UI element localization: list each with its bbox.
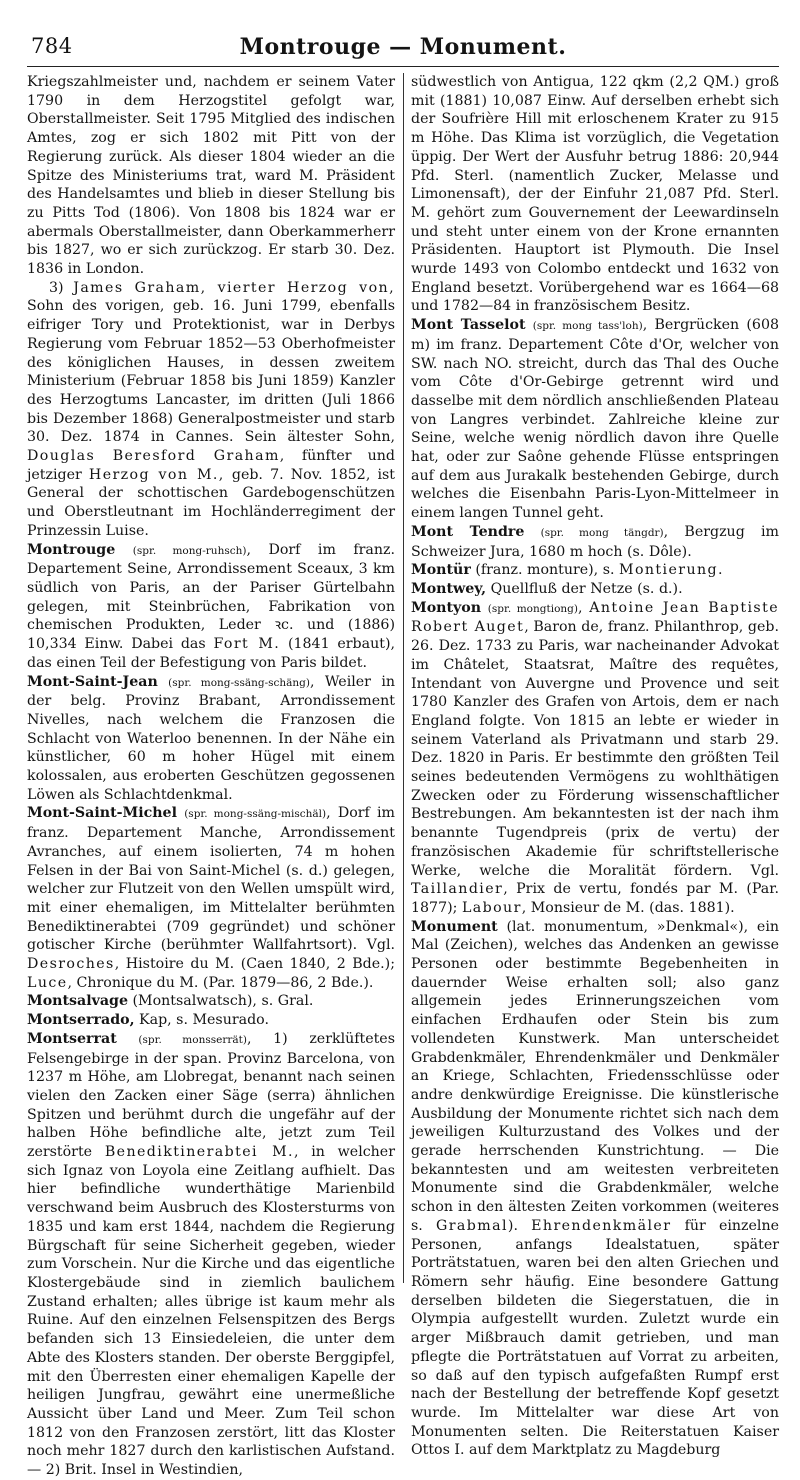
text-columns <box>27 73 779 1479</box>
entry-montyon: Montyon (spr. mongtiong), Antoine Jean Baptiste Robert Auget, Baron de, franz. Philanthrop, geb. 26. Dez. 1733 zu Paris, war nacheinander Advokat im Châtelet, Staatsrat, Maître des requêtes, Intendant von Auvergne und Provence und seit 1780 Kanzler des Grafen von Artois, dem er nach England folgte. Von 1815 an lebte er wieder in seinem Vaterland als Privatmann und starb 29. Dez. 1820 in Paris. Er bestimmte den größten Teil seines bedeutenden Vermögens zu wohlthätigen Zwecken oder zu Förderung wissenschaftlicher Bestrebungen. Am bekanntesten ist der nach ihm benannte Tugendpreis (prix de vertu) der französischen Akademie für schriftstellerische Werke, welche die Moralität fördern. Vgl. Taillandier, Prix de vertu, fondés par M. (Par. 1877); Labour, Monsieur de M. (das. 1881). <box>411 599 779 916</box>
page-number: 784 <box>31 34 73 58</box>
entry-montrouge: Montrouge (spr. mong-ruhsch), Dorf im franz. Departement Seine, Arrondissement Sceaux, 3 km südlich von Paris, an der Pariser Gürtelbahn gelegen, mit Steinbrüchen, Fabrikation von chemischen Produkten, Leder ꝛc. und (1886) 10,334 Einw. Dabei das Fort M. (1841 erbaut), das einen Teil der Befestigung von Paris bildet. <box>27 541 396 671</box>
entry-montserrat: Montserrat (spr. monsserrät), 1) zerklüftetes Felsengebirge in der span. Provinz Barcelona, von 1237 m Höhe, am Llobregat, benannt nach seinen vielen den Zacken einer Säge (serra) ähnlichen Spitzen und berühmt durch die ungefähr auf der halben Höhe befindliche alte, jetzt zum Teil zerstörte Benediktinerabtei M., in welcher sich Ignaz von Loyola eine Zeitlang aufhielt. Das hier befindliche wunderthätige Marienbild verschwand beim Ausbruch des Klostersturms von 1835 und kam erst 1844, nachdem die Regierung Bürgschaft für seine Sicherheit gegeben, wieder zum Vorschein. Nur die Kirche und das eigentliche Klostergebäude sind in ziemlich baulichem Zustand erhalten; alles übrige ist kaum mehr als Ruine. Auf den einzelnen Felsenspitzen des Bergs befanden sich 13 Einsiedeleien, die unter dem Abte des Klosters standen. Der oberste Berggipfel, mit den Überresten einer ehemaligen Kapelle der heiligen Jungfrau, gewährt eine unermeßliche Aussicht über Land und Meer. Zum Teil schon 1812 von den Franzosen zerstört, litt das Kloster noch mehr 1827 durch den karlistischen Aufstand. — 2) Brit. Insel in Westindien, <box>27 1030 395 1479</box>
headword: Mont Tasselot <box>411 317 526 334</box>
running-head: Montrouge — Monument. <box>239 34 567 60</box>
entry-mont-saint-jean: Mont-Saint-Jean (spr. mong-ssäng-schäng), Weiler in der belg. Provinz Brabant, Arrondissement Nivelles, nach welchem die Franzosen die Schlacht von Waterloo benennen. In der Nähe ein künstlicher, 60 m hoher Hügel mit einem kolossalen, aus eroberten Geschützen gegossenen Löwen als Schlachtdenkmal. <box>27 673 395 803</box>
headword: Montwey, <box>411 580 487 597</box>
headword: Mont Tendre <box>411 523 525 540</box>
page-header <box>27 30 779 67</box>
entry-james-graham: 3) James Graham, vierter Herzog von, Sohn des vorigen, geb. 16. Juni 1799, ebenfalls eifriger Tory und Protektionist, war in Derbys Regierung vom Februar 1852—53 Oberhofmeister des königlichen Hauses, in dessen zweitem Ministerium (Februar 1858 bis Juni 1859) Kanzler des Herzogtums Lancaster, im dritten (Juli 1866 bis Dezember 1868) Generalpostmeister und starb 30. Dez. 1874 in Cannes. Sein ältester Sohn, Douglas Beresford Graham, fünfter und jetziger Herzog von M., geb. 7. Nov. 1852, ist General der schottischen Gardebogenschützen und Oberstleutnant im Hochländerregiment der Prinzessin Luise. <box>27 279 395 539</box>
entry-montuer: Montür (franz. monture), s. Montierung. <box>411 562 723 579</box>
entry-mont-tasselot: Mont Tasselot (spr. mong tass'loh), Bergrücken (608 m) im franz. Departement Côte d'Or, welcher von SW. nach NO. streicht, durch das Thal des Ouche vom Côte d'Or-Gebirge getrennt wird und dasselbe mit dem nördlich anschließenden Plateau von Langres verbindet. Zahlreiche kleine zur Seine, welche wenig nördlich davon ihre Quelle hat, oder zur Saône gehende Flüsse entspringen auf dem aus Jurakalk bestehenden Gebirge, durch welches die Eisenbahn Paris-Lyon-Mittelmeer in einem langen Tunnel geht. <box>411 317 779 522</box>
headword: Monument <box>411 918 498 935</box>
headword: Montserrado, <box>27 1012 135 1029</box>
left-column <box>27 73 396 1479</box>
entry-mont-saint-michel: Mont-Saint-Michel (spr. mong-ssäng-mischäl), Dorf im franz. Departement Manche, Arrondissement Avranches, auf einem isolierten, 74 m hohen Felsen in der Bai von Saint-Michel (s. d.) gelegen, welcher zur Flutzeit von den Wellen umspült wird, mit einer ehemaligen, im Mittelalter berühmten Benediktinerabtei (709 gegründet) und schöner gotischer Kirche (berühmter Wallfahrtsort). Vgl. Desroches, Histoire du M. (Caen 1840, 2 Bde.); Luce, Chronique du M. (Par. 1879—86, 2 Bde.). <box>27 805 395 991</box>
entry-montserrado: Montserrado, Kap, s. Mesurado. <box>27 1012 269 1029</box>
entry-mont-tendre: Mont Tendre (spr. mong tängdr), Bergzug im Schweizer Jura, 1680 m hoch (s. Dôle). <box>411 523 779 560</box>
right-column <box>411 73 779 1459</box>
headword: Montyon <box>411 599 482 616</box>
column-divider <box>403 73 404 1283</box>
headword: Montserrat <box>27 1030 117 1047</box>
entry-montsalvage: Montsalvage (Montsalwatsch), s. Gral. <box>27 993 314 1010</box>
headword: Mont-Saint-Jean <box>27 673 158 690</box>
headword: Montür <box>411 562 471 579</box>
entry-montwey: Montwey, Quellfluß der Netze (s. d.). <box>411 580 683 597</box>
entry-continuation: Kriegszahlmeister und, nachdem er seinem Vater 1790 in dem Herzogstitel gefolgt war, Oberstallmeister. Seit 1795 Mitglied des indischen Amtes, zog er sich 1802 mit Pitt von der Regierung zurück. Als dieser 1804 wieder an die Spitze des Ministeriums trat, ward M. Präsident des Handelsamtes und blieb in dieser Stellung bis zu Pitts Tod (1806). Von 1808 bis 1824 war er abermals Oberstallmeister, dann Oberkammerherr bis 1827, wo er sich zurückzog. Er starb 30. Dez. 1836 in London. <box>27 74 395 278</box>
entry-monument: Monument (lat. monumentum, »Denkmal«), ein Mal (Zeichen), welches das Andenken an gewisse Personen oder bestimmte Begebenheiten in dauernder Weise erhalten soll; also ganz allgemein jedes Erinnerungszeichen vom einfachen Erdhaufen oder Stein bis zum vollendeten Kunstwerk. Man unterscheidet Grabdenkmäler, Ehrendenkmäler und Denkmäler an Kriege, Schlachten, Friedensschlüsse oder andre denkwürdige Ereignisse. Die künstlerische Ausbildung der Monumente richtet sich nach dem jeweiligen Kulturzustand des Volkes und der gerade herrschenden Kunstrichtung. — Die bekanntesten und am weitesten verbreiteten Monumente sind die Grabdenkmäler, welche schon in den ältesten Zeiten vorkommen (weiteres s. Grabmal). Ehrendenkmäler für einzelne Personen, anfangs Idealstatuen, später Porträtstatuen, waren bei den alten Griechen und Römern sehr häufig. Eine besondere Gattung derselben bildeten die Siegerstatuen, die in Olympia aufgestellt wurden. Zuletzt wurde ein arger Mißbrauch damit getrieben, und man pflegte die Porträtstatuen auf Vorrat zu arbeiten, so daß auf den typisch aufgefaßten Rumpf erst nach der Bestellung der betreffende Kopf gesetzt wurde. Im Mittelalter war diese Art von Monumenten selten. Die Reiterstatuen Kaiser Ottos I. auf dem Marktplatz zu Magdeburg <box>411 918 779 1459</box>
entry-montserrat-continued: südwestlich von Antigua, 122 qkm (2,2 QM.) groß mit (1881) 10,087 Einw. Auf derselben erhebt sich der Soufrière Hill mit erloschenem Krater zu 915 m Höhe. Das Klima ist vorzüglich, die Vegetation üppig. Der Wert der Ausfuhr betrug 1886: 20,944 Pfd. Sterl. (namentlich Zucker, Melasse und Limonensaft), der der Einfuhr 21,087 Pfd. Sterl. M. gehört zum Gouvernement der Leewardinseln und steht unter einem von der Krone ernannten Präsidenten. Hauptort ist Plymouth. Die Insel wurde 1493 von Colombo entdeckt und 1632 von England besetzt. Vorübergehend war es 1664—68 und 1782—84 in französischem Besitz. <box>411 74 779 315</box>
headword: Montsalvage <box>27 993 128 1010</box>
headword: Mont-Saint-Michel <box>27 805 177 822</box>
headword: Montrouge <box>27 541 116 558</box>
